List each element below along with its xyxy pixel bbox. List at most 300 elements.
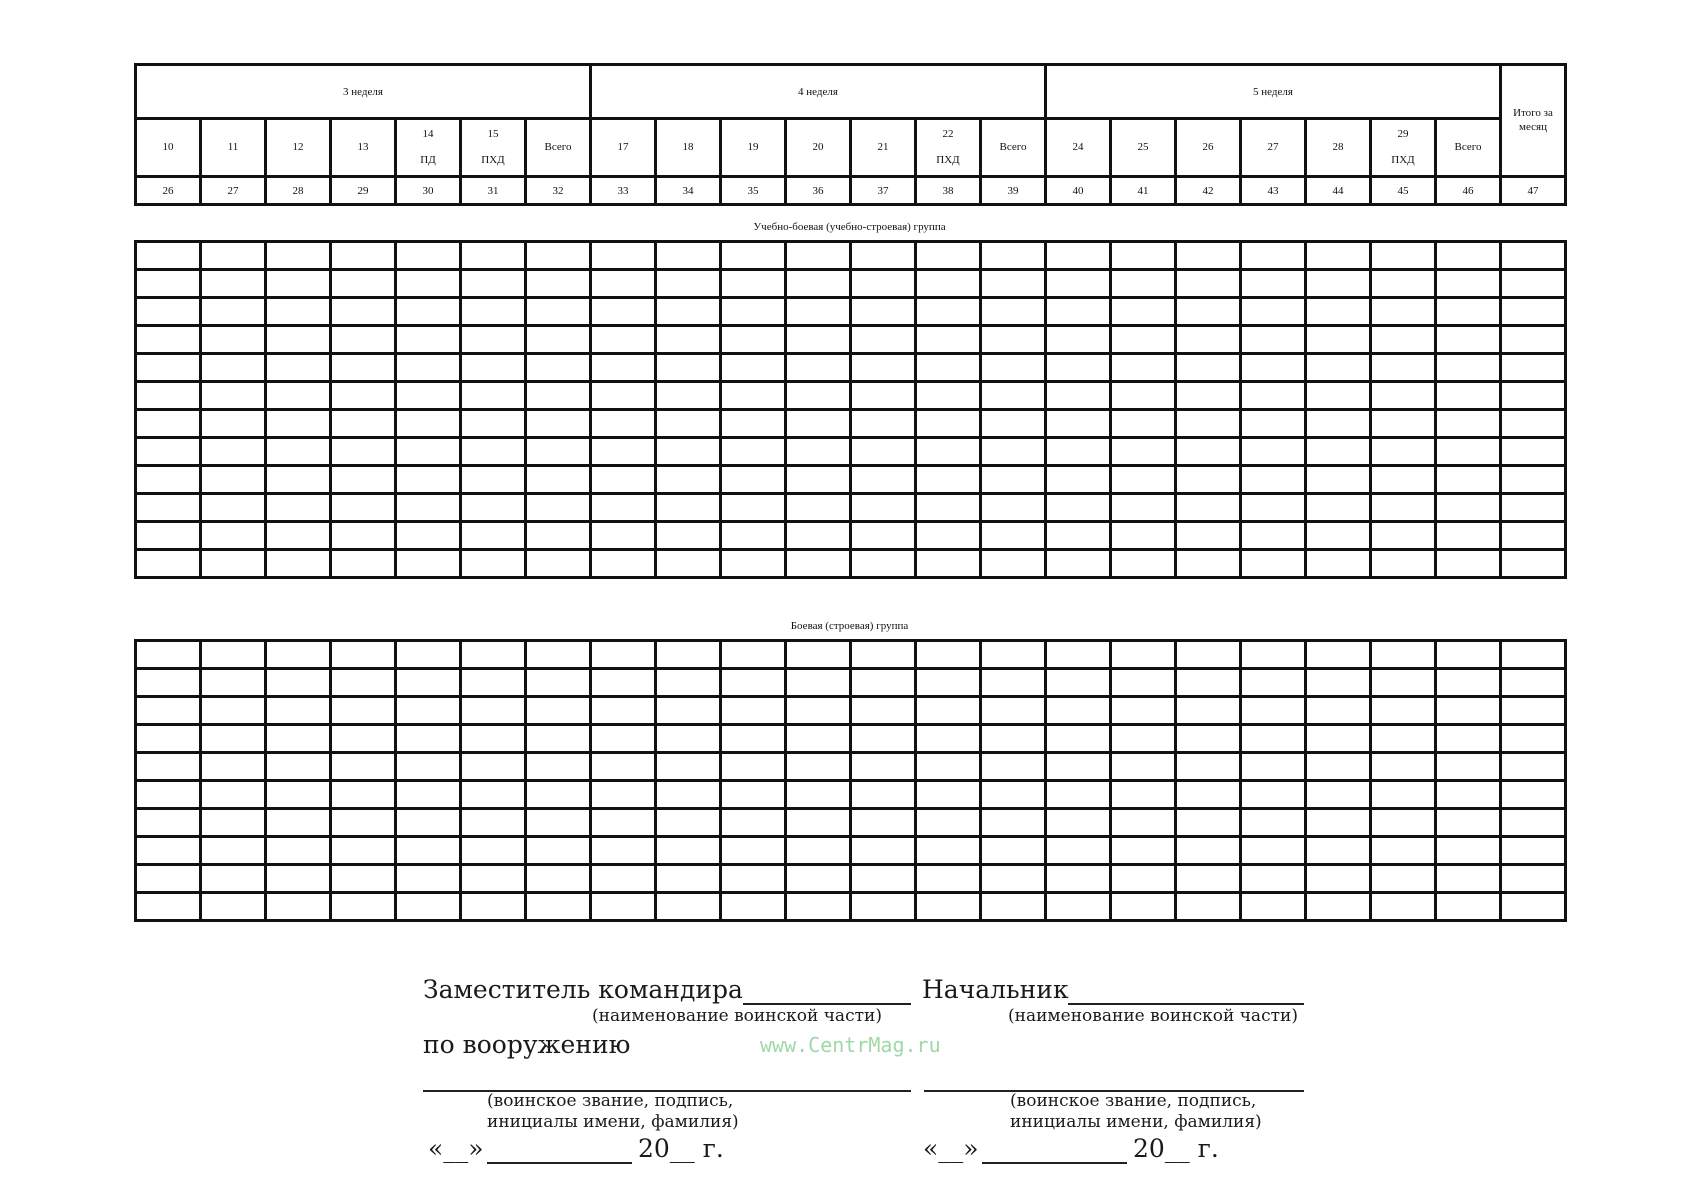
entry-cell[interactable] xyxy=(1111,326,1176,354)
entry-cell[interactable] xyxy=(656,354,721,382)
entry-cell[interactable] xyxy=(1111,410,1176,438)
entry-cell[interactable] xyxy=(786,438,851,466)
entry-cell[interactable] xyxy=(851,697,916,725)
entry-cell[interactable] xyxy=(851,410,916,438)
entry-cell[interactable] xyxy=(1436,354,1501,382)
entry-cell[interactable] xyxy=(461,725,526,753)
entry-cell[interactable] xyxy=(266,326,331,354)
entry-cell[interactable] xyxy=(396,522,461,550)
entry-cell[interactable] xyxy=(331,697,396,725)
entry-cell[interactable] xyxy=(1111,522,1176,550)
entry-cell[interactable] xyxy=(136,522,201,550)
entry-cell[interactable] xyxy=(266,438,331,466)
entry-cell[interactable] xyxy=(981,865,1046,893)
entry-cell[interactable] xyxy=(461,865,526,893)
entry-cell[interactable] xyxy=(1436,781,1501,809)
entry-cell[interactable] xyxy=(1046,550,1111,578)
entry-cell[interactable] xyxy=(916,382,981,410)
entry-cell[interactable] xyxy=(396,410,461,438)
entry-cell[interactable] xyxy=(1176,298,1241,326)
entry-cell[interactable] xyxy=(916,494,981,522)
entry-cell[interactable] xyxy=(1111,494,1176,522)
entry-cell[interactable] xyxy=(396,382,461,410)
entry-cell[interactable] xyxy=(1176,550,1241,578)
entry-cell[interactable] xyxy=(1046,298,1111,326)
entry-cell[interactable] xyxy=(266,865,331,893)
entry-cell[interactable] xyxy=(591,753,656,781)
entry-cell[interactable] xyxy=(1306,641,1371,669)
entry-cell[interactable] xyxy=(981,669,1046,697)
entry-cell[interactable] xyxy=(851,893,916,921)
entry-cell[interactable] xyxy=(1241,781,1306,809)
entry-cell[interactable] xyxy=(1241,837,1306,865)
entry-cell[interactable] xyxy=(981,410,1046,438)
entry-cell[interactable] xyxy=(981,725,1046,753)
entry-cell[interactable] xyxy=(201,270,266,298)
entry-cell[interactable] xyxy=(1371,298,1436,326)
entry-cell[interactable] xyxy=(1046,326,1111,354)
entry-cell[interactable] xyxy=(851,382,916,410)
entry-cell[interactable] xyxy=(591,438,656,466)
entry-cell[interactable] xyxy=(786,494,851,522)
entry-cell[interactable] xyxy=(1176,697,1241,725)
entry-cell[interactable] xyxy=(721,270,786,298)
entry-cell[interactable] xyxy=(591,641,656,669)
entry-cell[interactable] xyxy=(1501,865,1566,893)
entry-cell[interactable] xyxy=(851,242,916,270)
entry-cell[interactable] xyxy=(526,809,591,837)
entry-cell[interactable] xyxy=(266,494,331,522)
entry-cell[interactable] xyxy=(461,641,526,669)
entry-cell[interactable] xyxy=(526,242,591,270)
entry-cell[interactable] xyxy=(721,354,786,382)
entry-cell[interactable] xyxy=(1501,298,1566,326)
entry-cell[interactable] xyxy=(1046,753,1111,781)
entry-cell[interactable] xyxy=(331,641,396,669)
entry-cell[interactable] xyxy=(266,697,331,725)
entry-cell[interactable] xyxy=(1046,494,1111,522)
entry-cell[interactable] xyxy=(1241,466,1306,494)
entry-cell[interactable] xyxy=(981,270,1046,298)
entry-cell[interactable] xyxy=(1046,242,1111,270)
entry-cell[interactable] xyxy=(656,410,721,438)
entry-cell[interactable] xyxy=(201,725,266,753)
entry-cell[interactable] xyxy=(266,466,331,494)
entry-cell[interactable] xyxy=(1176,725,1241,753)
entry-cell[interactable] xyxy=(396,494,461,522)
entry-cell[interactable] xyxy=(1436,410,1501,438)
entry-cell[interactable] xyxy=(1436,669,1501,697)
entry-cell[interactable] xyxy=(656,494,721,522)
entry-cell[interactable] xyxy=(786,865,851,893)
entry-cell[interactable] xyxy=(1306,382,1371,410)
entry-cell[interactable] xyxy=(916,438,981,466)
entry-cell[interactable] xyxy=(981,382,1046,410)
entry-cell[interactable] xyxy=(1371,438,1436,466)
entry-cell[interactable] xyxy=(1501,326,1566,354)
entry-cell[interactable] xyxy=(331,550,396,578)
entry-cell[interactable] xyxy=(461,753,526,781)
entry-cell[interactable] xyxy=(1436,382,1501,410)
entry-cell[interactable] xyxy=(786,893,851,921)
entry-cell[interactable] xyxy=(331,669,396,697)
entry-cell[interactable] xyxy=(721,865,786,893)
entry-cell[interactable] xyxy=(396,809,461,837)
entry-cell[interactable] xyxy=(1176,382,1241,410)
entry-cell[interactable] xyxy=(331,893,396,921)
entry-cell[interactable] xyxy=(851,865,916,893)
entry-cell[interactable] xyxy=(1306,669,1371,697)
entry-cell[interactable] xyxy=(1241,550,1306,578)
entry-cell[interactable] xyxy=(1371,725,1436,753)
entry-cell[interactable] xyxy=(331,270,396,298)
entry-cell[interactable] xyxy=(1371,837,1436,865)
entry-cell[interactable] xyxy=(591,550,656,578)
entry-cell[interactable] xyxy=(981,753,1046,781)
entry-cell[interactable] xyxy=(461,522,526,550)
entry-cell[interactable] xyxy=(1501,641,1566,669)
entry-cell[interactable] xyxy=(396,641,461,669)
entry-cell[interactable] xyxy=(1176,270,1241,298)
entry-cell[interactable] xyxy=(1241,410,1306,438)
entry-cell[interactable] xyxy=(1046,865,1111,893)
entry-cell[interactable] xyxy=(1111,865,1176,893)
entry-cell[interactable] xyxy=(1436,242,1501,270)
entry-cell[interactable] xyxy=(136,550,201,578)
entry-cell[interactable] xyxy=(1176,410,1241,438)
entry-cell[interactable] xyxy=(396,298,461,326)
entry-cell[interactable] xyxy=(396,438,461,466)
entry-cell[interactable] xyxy=(1306,270,1371,298)
entry-cell[interactable] xyxy=(981,641,1046,669)
entry-cell[interactable] xyxy=(1306,466,1371,494)
entry-cell[interactable] xyxy=(201,697,266,725)
entry-cell[interactable] xyxy=(396,550,461,578)
entry-cell[interactable] xyxy=(591,354,656,382)
entry-cell[interactable] xyxy=(396,753,461,781)
entry-cell[interactable] xyxy=(526,753,591,781)
entry-cell[interactable] xyxy=(1241,438,1306,466)
entry-cell[interactable] xyxy=(916,725,981,753)
left-unit-line[interactable] xyxy=(743,1003,911,1005)
entry-cell[interactable] xyxy=(721,550,786,578)
entry-cell[interactable] xyxy=(721,438,786,466)
entry-cell[interactable] xyxy=(1371,865,1436,893)
entry-cell[interactable] xyxy=(136,466,201,494)
entry-cell[interactable] xyxy=(916,354,981,382)
entry-cell[interactable] xyxy=(786,242,851,270)
entry-cell[interactable] xyxy=(461,494,526,522)
entry-cell[interactable] xyxy=(201,466,266,494)
entry-cell[interactable] xyxy=(591,298,656,326)
entry-cell[interactable] xyxy=(201,438,266,466)
entry-cell[interactable] xyxy=(1241,641,1306,669)
entry-cell[interactable] xyxy=(1111,669,1176,697)
entry-cell[interactable] xyxy=(1501,550,1566,578)
entry-cell[interactable] xyxy=(1436,837,1501,865)
entry-cell[interactable] xyxy=(851,298,916,326)
entry-cell[interactable] xyxy=(331,326,396,354)
entry-cell[interactable] xyxy=(591,809,656,837)
entry-cell[interactable] xyxy=(1371,753,1436,781)
entry-cell[interactable] xyxy=(1176,326,1241,354)
entry-cell[interactable] xyxy=(1306,781,1371,809)
entry-cell[interactable] xyxy=(916,781,981,809)
entry-cell[interactable] xyxy=(981,242,1046,270)
entry-cell[interactable] xyxy=(526,354,591,382)
entry-cell[interactable] xyxy=(1046,641,1111,669)
entry-cell[interactable] xyxy=(656,466,721,494)
entry-cell[interactable] xyxy=(1436,550,1501,578)
entry-cell[interactable] xyxy=(1241,753,1306,781)
entry-cell[interactable] xyxy=(721,837,786,865)
entry-cell[interactable] xyxy=(1241,697,1306,725)
entry-cell[interactable] xyxy=(721,298,786,326)
entry-cell[interactable] xyxy=(1306,753,1371,781)
entry-cell[interactable] xyxy=(201,382,266,410)
entry-cell[interactable] xyxy=(1371,809,1436,837)
entry-cell[interactable] xyxy=(266,522,331,550)
entry-cell[interactable] xyxy=(786,354,851,382)
entry-cell[interactable] xyxy=(591,669,656,697)
entry-cell[interactable] xyxy=(721,522,786,550)
entry-cell[interactable] xyxy=(656,242,721,270)
entry-cell[interactable] xyxy=(1111,550,1176,578)
entry-cell[interactable] xyxy=(851,494,916,522)
entry-cell[interactable] xyxy=(981,550,1046,578)
entry-cell[interactable] xyxy=(851,725,916,753)
entry-cell[interactable] xyxy=(591,725,656,753)
entry-cell[interactable] xyxy=(851,669,916,697)
entry-cell[interactable] xyxy=(1501,382,1566,410)
entry-cell[interactable] xyxy=(786,781,851,809)
entry-cell[interactable] xyxy=(396,354,461,382)
entry-cell[interactable] xyxy=(201,298,266,326)
entry-cell[interactable] xyxy=(1371,781,1436,809)
entry-cell[interactable] xyxy=(1176,837,1241,865)
entry-cell[interactable] xyxy=(1111,837,1176,865)
entry-cell[interactable] xyxy=(396,865,461,893)
entry-cell[interactable] xyxy=(1306,837,1371,865)
entry-cell[interactable] xyxy=(656,669,721,697)
entry-cell[interactable] xyxy=(656,438,721,466)
entry-cell[interactable] xyxy=(721,641,786,669)
entry-cell[interactable] xyxy=(656,270,721,298)
entry-cell[interactable] xyxy=(1501,242,1566,270)
entry-cell[interactable] xyxy=(591,893,656,921)
entry-cell[interactable] xyxy=(851,270,916,298)
entry-cell[interactable] xyxy=(981,893,1046,921)
entry-cell[interactable] xyxy=(331,865,396,893)
entry-cell[interactable] xyxy=(396,837,461,865)
entry-cell[interactable] xyxy=(786,697,851,725)
entry-cell[interactable] xyxy=(851,438,916,466)
entry-cell[interactable] xyxy=(786,522,851,550)
entry-cell[interactable] xyxy=(266,641,331,669)
entry-cell[interactable] xyxy=(331,242,396,270)
entry-cell[interactable] xyxy=(721,242,786,270)
entry-cell[interactable] xyxy=(981,438,1046,466)
entry-cell[interactable] xyxy=(916,270,981,298)
entry-cell[interactable] xyxy=(396,697,461,725)
entry-cell[interactable] xyxy=(1046,837,1111,865)
entry-cell[interactable] xyxy=(786,753,851,781)
entry-cell[interactable] xyxy=(266,382,331,410)
entry-cell[interactable] xyxy=(1501,809,1566,837)
entry-cell[interactable] xyxy=(1436,865,1501,893)
entry-cell[interactable] xyxy=(1436,466,1501,494)
entry-cell[interactable] xyxy=(981,522,1046,550)
entry-cell[interactable] xyxy=(266,837,331,865)
entry-cell[interactable] xyxy=(1241,669,1306,697)
entry-cell[interactable] xyxy=(136,697,201,725)
entry-cell[interactable] xyxy=(1306,893,1371,921)
entry-cell[interactable] xyxy=(786,270,851,298)
entry-cell[interactable] xyxy=(591,270,656,298)
entry-cell[interactable] xyxy=(1046,270,1111,298)
entry-cell[interactable] xyxy=(786,410,851,438)
entry-cell[interactable] xyxy=(916,410,981,438)
entry-cell[interactable] xyxy=(136,354,201,382)
entry-cell[interactable] xyxy=(461,669,526,697)
entry-cell[interactable] xyxy=(1046,522,1111,550)
entry-cell[interactable] xyxy=(136,298,201,326)
entry-cell[interactable] xyxy=(1046,893,1111,921)
entry-cell[interactable] xyxy=(656,697,721,725)
entry-cell[interactable] xyxy=(916,550,981,578)
entry-cell[interactable] xyxy=(1046,725,1111,753)
entry-cell[interactable] xyxy=(1436,641,1501,669)
entry-cell[interactable] xyxy=(1046,669,1111,697)
entry-cell[interactable] xyxy=(721,781,786,809)
entry-cell[interactable] xyxy=(136,837,201,865)
entry-cell[interactable] xyxy=(1176,438,1241,466)
entry-cell[interactable] xyxy=(1436,494,1501,522)
entry-cell[interactable] xyxy=(136,270,201,298)
entry-cell[interactable] xyxy=(461,242,526,270)
entry-cell[interactable] xyxy=(786,669,851,697)
entry-cell[interactable] xyxy=(526,466,591,494)
entry-cell[interactable] xyxy=(1111,697,1176,725)
entry-cell[interactable] xyxy=(1111,242,1176,270)
entry-cell[interactable] xyxy=(396,893,461,921)
entry-cell[interactable] xyxy=(1241,298,1306,326)
entry-cell[interactable] xyxy=(1176,669,1241,697)
entry-cell[interactable] xyxy=(1241,242,1306,270)
entry-cell[interactable] xyxy=(721,669,786,697)
entry-cell[interactable] xyxy=(201,837,266,865)
entry-cell[interactable] xyxy=(136,641,201,669)
entry-cell[interactable] xyxy=(656,382,721,410)
entry-cell[interactable] xyxy=(656,893,721,921)
entry-cell[interactable] xyxy=(136,781,201,809)
entry-cell[interactable] xyxy=(916,837,981,865)
entry-cell[interactable] xyxy=(396,326,461,354)
entry-cell[interactable] xyxy=(1306,354,1371,382)
entry-cell[interactable] xyxy=(136,753,201,781)
entry-cell[interactable] xyxy=(1501,697,1566,725)
entry-cell[interactable] xyxy=(591,494,656,522)
entry-cell[interactable] xyxy=(916,466,981,494)
entry-cell[interactable] xyxy=(1436,753,1501,781)
entry-cell[interactable] xyxy=(266,550,331,578)
entry-cell[interactable] xyxy=(1176,893,1241,921)
entry-cell[interactable] xyxy=(1501,410,1566,438)
entry-cell[interactable] xyxy=(981,837,1046,865)
entry-cell[interactable] xyxy=(1306,438,1371,466)
entry-cell[interactable] xyxy=(1501,837,1566,865)
entry-cell[interactable] xyxy=(266,354,331,382)
entry-cell[interactable] xyxy=(136,242,201,270)
entry-cell[interactable] xyxy=(201,865,266,893)
entry-cell[interactable] xyxy=(656,641,721,669)
entry-cell[interactable] xyxy=(1176,354,1241,382)
entry-cell[interactable] xyxy=(851,522,916,550)
entry-cell[interactable] xyxy=(136,438,201,466)
entry-cell[interactable] xyxy=(656,550,721,578)
entry-cell[interactable] xyxy=(981,809,1046,837)
entry-cell[interactable] xyxy=(851,753,916,781)
entry-cell[interactable] xyxy=(1371,550,1436,578)
entry-cell[interactable] xyxy=(1241,809,1306,837)
entry-cell[interactable] xyxy=(331,522,396,550)
entry-cell[interactable] xyxy=(981,326,1046,354)
entry-cell[interactable] xyxy=(1306,410,1371,438)
entry-cell[interactable] xyxy=(1046,354,1111,382)
entry-cell[interactable] xyxy=(1046,781,1111,809)
entry-cell[interactable] xyxy=(981,298,1046,326)
entry-cell[interactable] xyxy=(1111,725,1176,753)
entry-cell[interactable] xyxy=(1241,522,1306,550)
entry-cell[interactable] xyxy=(1111,438,1176,466)
left-date-month-line[interactable] xyxy=(487,1162,632,1164)
entry-cell[interactable] xyxy=(331,809,396,837)
entry-cell[interactable] xyxy=(1306,522,1371,550)
entry-cell[interactable] xyxy=(851,550,916,578)
entry-cell[interactable] xyxy=(396,781,461,809)
entry-cell[interactable] xyxy=(1306,697,1371,725)
entry-cell[interactable] xyxy=(591,466,656,494)
entry-cell[interactable] xyxy=(1241,865,1306,893)
entry-cell[interactable] xyxy=(396,669,461,697)
entry-cell[interactable] xyxy=(1436,270,1501,298)
entry-cell[interactable] xyxy=(786,326,851,354)
entry-cell[interactable] xyxy=(916,326,981,354)
entry-cell[interactable] xyxy=(266,781,331,809)
entry-cell[interactable] xyxy=(526,781,591,809)
entry-cell[interactable] xyxy=(786,550,851,578)
entry-cell[interactable] xyxy=(721,326,786,354)
entry-cell[interactable] xyxy=(266,298,331,326)
entry-cell[interactable] xyxy=(461,781,526,809)
entry-cell[interactable] xyxy=(201,669,266,697)
entry-cell[interactable] xyxy=(1436,438,1501,466)
entry-cell[interactable] xyxy=(461,893,526,921)
entry-cell[interactable] xyxy=(201,893,266,921)
entry-cell[interactable] xyxy=(851,354,916,382)
entry-cell[interactable] xyxy=(721,893,786,921)
entry-cell[interactable] xyxy=(1046,809,1111,837)
entry-cell[interactable] xyxy=(461,354,526,382)
entry-cell[interactable] xyxy=(1371,242,1436,270)
entry-cell[interactable] xyxy=(981,466,1046,494)
entry-cell[interactable] xyxy=(1371,522,1436,550)
entry-cell[interactable] xyxy=(1436,522,1501,550)
entry-cell[interactable] xyxy=(526,438,591,466)
entry-cell[interactable] xyxy=(201,809,266,837)
entry-cell[interactable] xyxy=(331,354,396,382)
entry-cell[interactable] xyxy=(591,865,656,893)
